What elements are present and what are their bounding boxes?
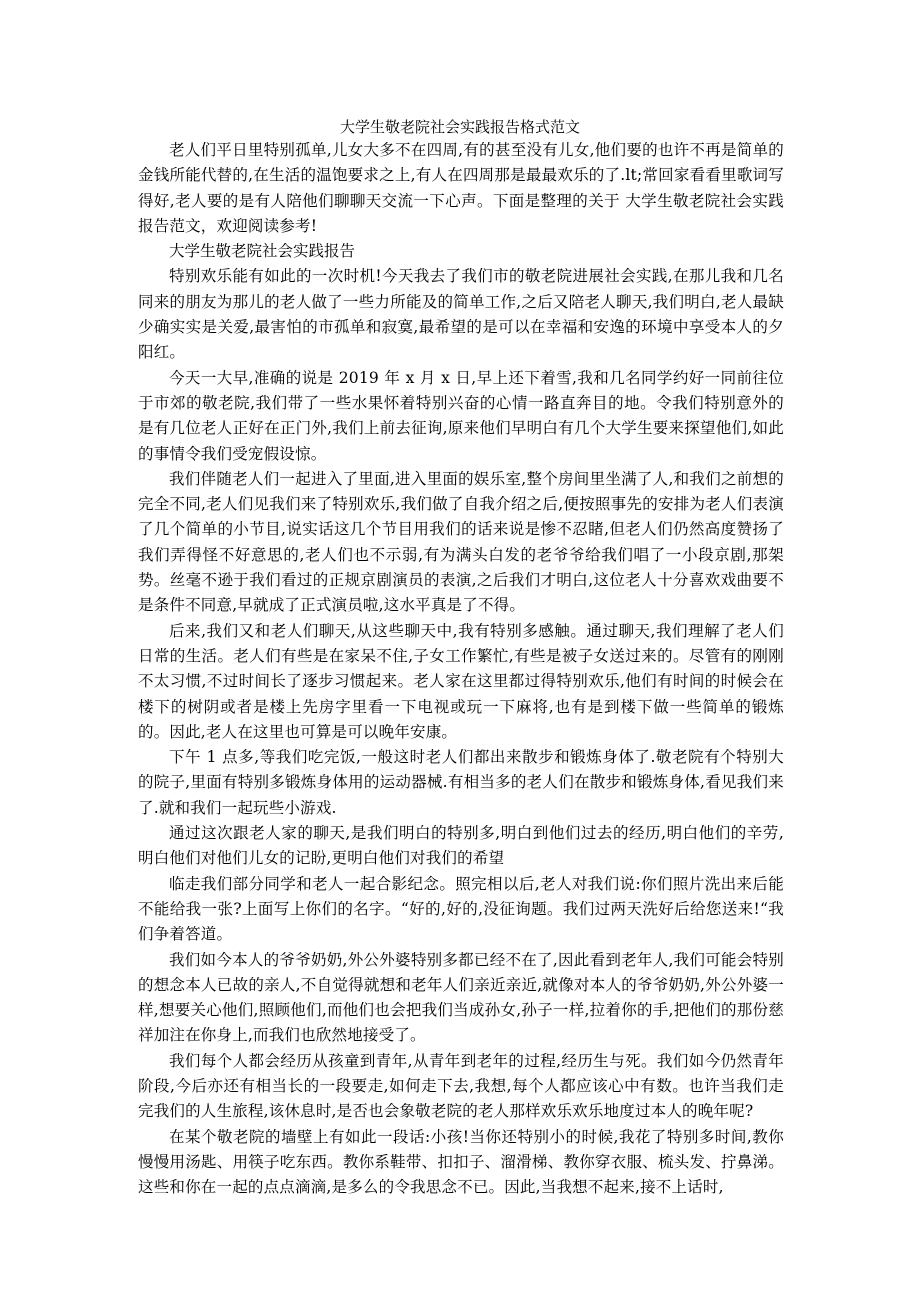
body-paragraph: 今天一大早,准确的说是 2019 年 x 月 x 日,早上还下着雪,我和几名同学约好一同前往位于市郊的敬老院,我们带了一些水果怀着特别兴奋的心情一路直奔目的地。令我们特别意外的是有几位老人正好在正门外,我们上前去征询,原来他们早明白有几个大学生要来探望他们,如此的事情令我们受宠假设惊。 (138, 368, 784, 463)
section-heading: 大学生敬老院社会实践报告 (169, 242, 356, 261)
document-title: 大学生敬老院社会实践报告格式范文 (339, 118, 580, 136)
body-paragraph: 临走我们部分同学和老人一起合影纪念。照完相以后,老人对我们说:你们照片洗出来后能不能给我一张?上面写上你们的名字。“好的,好的,没征询题。我们过两天洗好后给您送来!“我们争着答道。 (138, 874, 784, 944)
body-paragraph: 特别欢乐能有如此的一次时机!今天我去了我们市的敬老院进展社会实践,在那儿我和几名同来的朋友为那儿的老人做了一些力所能及的简单工作,之后又陪老人聊天,我们明白,老人最缺少确实实是关爱,最害怕的市孤单和寂寞,最希望的是可以在幸福和安逸的环境中享受本人的夕阳红。 (138, 267, 784, 362)
body-paragraph: 在某个敬老院的墙壁上有如此一段话:小孩!当你还特别小的时候,我花了特别多时间,教你慢慢用汤匙、用筷子吃东西。教你系鞋带、扣扣子、溜滑梯、教你穿衣服、梳头发、拧鼻涕。这些和你在一起的点点滴滴,是多么的令我思念不已。因此,当我想不起来,接不上话时, (138, 1127, 784, 1197)
body-paragraph: 我们伴随老人们一起进入了里面,进入里面的娱乐室,整个房间里坐满了人,和我们之前想的完全不同,老人们见我们来了特别欢乐,我们做了自我介绍之后,便按照事先的安排为老人们表演了几个简单的小节目,说实话这几个节目用我们的话来说是惨不忍睹,但老人们仍然高度赞扬了我们弄得怪不好意思的,老人们也不示弱,有为满头白发的老爷爷给我们唱了一小段京剧,那架势。丝毫不逊于我们看过的正规京剧演员的表演,之后我们才明白,这位老人十分喜欢戏曲要不是条件不同意,早就成了正式演员啦,这水平真是了不得。 (138, 469, 784, 615)
body-paragraph: 我们每个人都会经历从孩童到青年,从青年到老年的过程,经历生与死。我们如今仍然青年阶段,今后亦还有相当长的一段要走,如何走下去,我想,每个人都应该心中有数。也许当我们走完我们的人生旅程,该休息时,是否也会象敬老院的老人那样欢乐欢乐地度过本人的晚年呢? (138, 1051, 784, 1121)
body-paragraph: 通过这次跟老人家的聊天,是我们明白的特别多,明白到他们过去的经历,明白他们的辛劳,明白他们对他们儿女的记盼,更明白他们对我们的希望 (138, 824, 784, 868)
body-paragraph: 下午 1 点多,等我们吃完饭,一般这时老人们都出来散步和锻炼身体了.敬老院有个特别大的院子,里面有特别多锻炼身体用的运动器械.有相当多的老人们在散步和锻炼身体,看见我们来了.就和我们一起玩些小游戏. (138, 748, 784, 817)
intro-paragraph: 老人们平日里特别孤单,儿女大多不在四周,有的甚至没有儿女,他们要的也许不再是简单的金钱所能代替的,在生活的温饱要求之上,有人在四周那是最最欢乐的了.lt;常回家看看里歌词写得好,老人要的是有人陪他们聊聊天交流一下心声。下面是整理的关于 大学生敬老院社会实践报告范文，欢迎阅读参考! (138, 141, 784, 235)
document-body (138, 138, 784, 1200)
body-paragraph: 我们如今本人的爷爷奶奶,外公外婆特别多都已经不在了,因此看到老年人,我们可能会特别的想念本人已故的亲人,不自觉得就想和老年人们亲近亲近,就像对本人的爷爷奶奶,外公外婆一样,想要关心他们,照顾他们,而他们也会把我们当成孙女,孙子一样,拉着你的手,把他们的那份慈祥加注在你身上,而我们也欣然地接受了。 (138, 950, 784, 1045)
body-paragraph: 后来,我们又和老人们聊天,从这些聊天中,我有特别多感触。通过聊天,我们理解了老人们日常的生活。老人们有些是在家呆不住,子女工作繁忙,有些是被子女送过来的。尽管有的刚刚不太习惯,不过时间长了逐步习惯起来。老人家在这里都过得特别欢乐,他们有时间的时候会在楼下的树阴或者是楼上先房字里看一下电视或玩一下麻将,也有是到楼下做一些简单的锻炼的。因此,老人在这里也可算是可以晚年安康。 (138, 621, 784, 741)
